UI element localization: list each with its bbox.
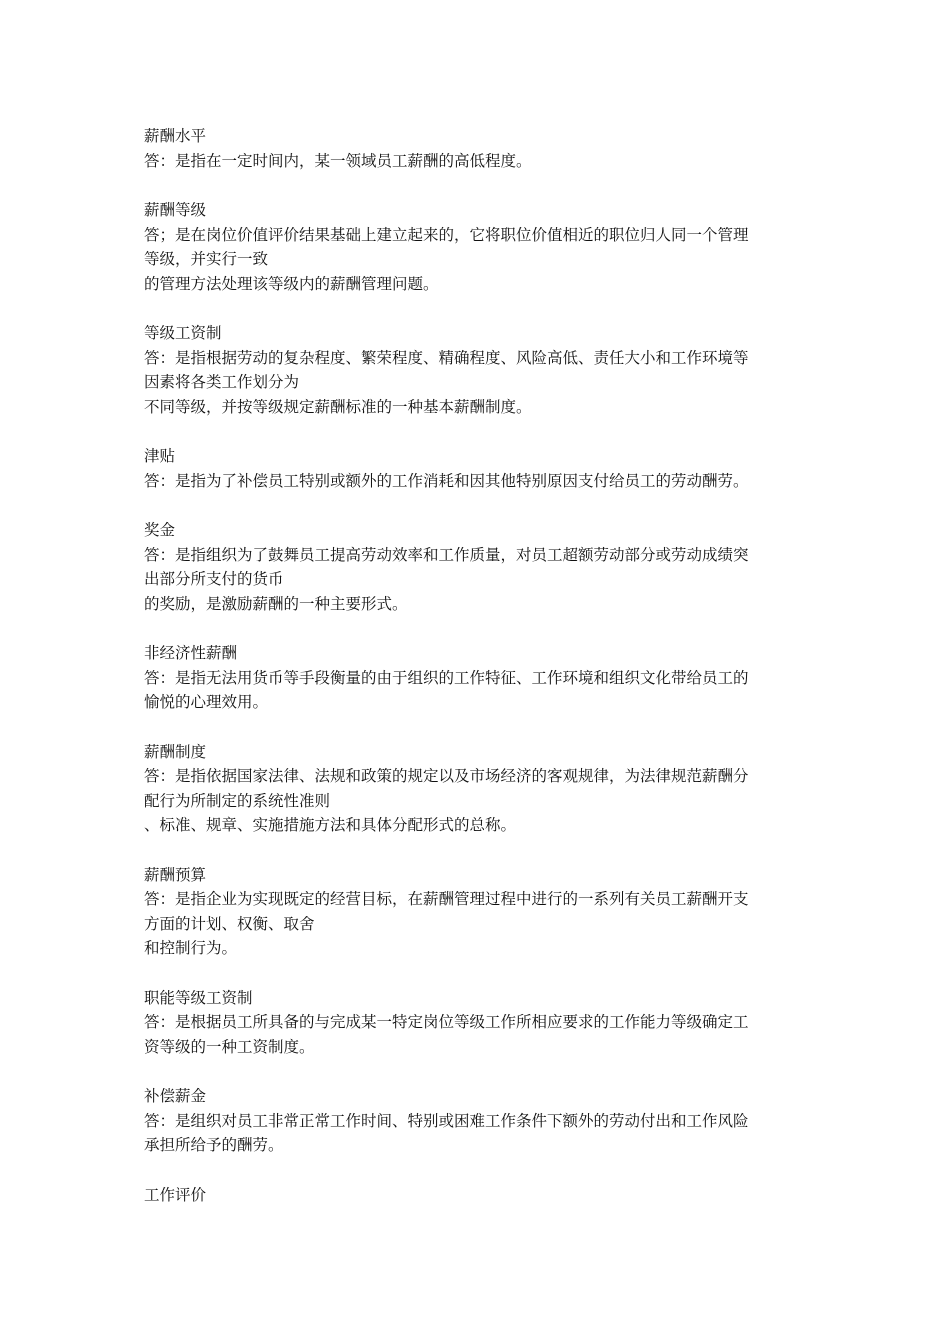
glossary-entry [144,986,814,1060]
entry-definition-line: 承担所给予的酬劳。 [144,1136,284,1154]
glossary-entry [144,518,814,616]
entry-definition-line: 出部分所支付的货币 [144,570,284,588]
entry-definition-line: 资等级的一种工资制度。 [144,1037,315,1056]
glossary-entry [144,641,814,715]
glossary-entry [144,124,814,173]
glossary-entry [144,321,814,419]
glossary-entry [144,1084,814,1158]
glossary-entry [144,444,814,493]
entry-definition-line: 不同等级，并按等级规定薪酬标准的一种基本薪酬制度。 [144,397,532,416]
entry-term: 薪酬水平 [144,127,207,145]
entry-term: 等级工资制 [144,324,222,342]
entry-definition-line: 愉悦的心理效用。 [144,693,269,711]
entry-definition-line: 答；是在岗位价值评价结果基础上建立起来的，它将职位价值相近的职位归人同一个管理 [144,225,749,244]
glossary-entry [144,740,814,838]
entry-definition-line: 答：是组织对员工非常正常工作时间、特别或困难工作条件下额外的劳动付出和工作风险 [144,1111,749,1130]
glossary-entry [144,198,814,296]
entry-definition-line: 、标准、规章、实施措施方法和具体分配形式的总称。 [144,816,517,834]
entry-definition-line: 答：是指无法用货币等手段衡量的由于组织的工作特征、工作环境和组织文化带给员工的 [144,668,749,687]
entry-definition-line: 答：是指组织为了鼓舞员工提高劳动效率和工作质量，对员工超额劳动部分或劳动成绩突 [144,545,749,564]
entry-definition-line: 的管理方法处理该等级内的薪酬管理问题。 [144,274,439,293]
entry-definition-line: 和控制行为。 [144,939,238,957]
entry-definition-line: 答：是指企业为实现既定的经营目标，在薪酬管理过程中进行的一系列有关员工薪酬开支 [144,890,749,908]
entry-definition-line: 等级，并实行一致 [144,250,269,268]
entry-definition-line: 因素将各类工作划分为 [144,373,300,391]
entry-definition-line: 答：是根据员工所具备的与完成某一特定岗位等级工作所相应要求的工作能力等级确定工 [144,1013,749,1031]
entry-definition-line: 答：是指依据国家法律、法规和政策的规定以及市场经济的客观规律，为法律规范薪酬分 [144,767,749,785]
entry-term: 奖金 [144,521,176,539]
document-page [144,124,814,1232]
entry-term: 职能等级工资制 [144,988,253,1007]
entry-term: 薪酬等级 [144,201,207,219]
entry-definition-line: 配行为所制定的系统性准则 [144,791,331,810]
entry-term: 薪酬预算 [144,865,207,884]
glossary-entry [144,863,814,961]
entry-term: 薪酬制度 [144,742,207,761]
glossary-entry [144,1183,814,1208]
entry-term: 津贴 [144,447,176,465]
entry-definition-line: 答：是指在一定时间内，某一领域员工薪酬的高低程度。 [144,151,532,170]
entry-term: 补偿薪金 [144,1087,207,1105]
entry-definition-line: 答：是指根据劳动的复杂程度、繁荣程度、精确程度、风险高低、责任大小和工作环境等 [144,348,749,367]
entry-definition-line: 答：是指为了补偿员工特别或额外的工作消耗和因其他特别原因支付给员工的劳动酬劳。 [144,471,749,490]
entry-definition-line: 方面的计划、权衡、取舍 [144,914,315,933]
entry-term: 非经济性薪酬 [144,644,238,662]
entry-definition-line: 的奖励，是激励薪酬的一种主要形式。 [144,594,408,613]
entry-term: 工作评价 [144,1185,207,1204]
